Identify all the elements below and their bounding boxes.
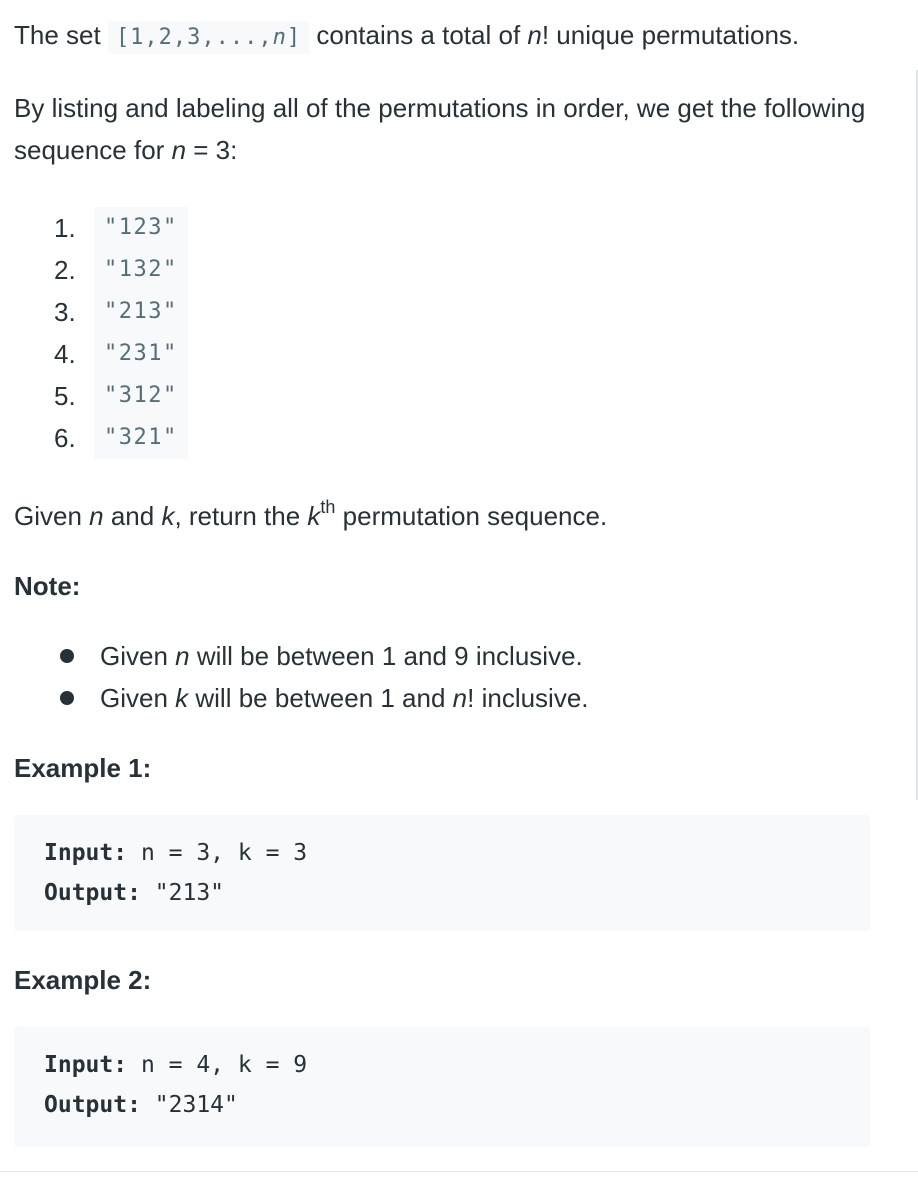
permutation-code: "213" — [94, 291, 188, 333]
given-var-n: n — [89, 501, 104, 531]
note-text-b: will be between 1 and 9 inclusive. — [189, 641, 583, 671]
given-text-3: , return the — [174, 501, 308, 531]
list-number: 3. — [54, 296, 76, 327]
example-1-code — [14, 815, 870, 931]
permutation-code: "312" — [94, 375, 188, 417]
permutation-code: "132" — [94, 249, 188, 291]
input-label: Input: — [44, 1052, 128, 1078]
output-value: "2314" — [140, 1092, 238, 1118]
list-item — [54, 417, 884, 459]
intro-paragraph — [14, 14, 884, 59]
list-number: 1. — [54, 212, 76, 243]
note-text-b: will be between 1 and — [188, 683, 453, 713]
given-text-1: Given — [14, 501, 90, 531]
list-number: 6. — [54, 422, 76, 453]
input-value: n = 4, k = 9 — [127, 1052, 308, 1078]
list-item — [54, 635, 884, 677]
input-label: Input: — [44, 840, 128, 866]
input-value: n = 3, k = 3 — [127, 840, 308, 866]
list-item — [54, 207, 884, 249]
example-1-heading: Example 1: — [14, 753, 152, 783]
listing-text: By listing and labeling all of the permutations in order, we get the following sequence for — [14, 93, 866, 165]
bullet-icon — [60, 691, 74, 705]
intro-prefix: The set — [14, 20, 108, 50]
output-label: Output: — [44, 1092, 141, 1118]
list-item — [54, 291, 884, 333]
bottom-divider — [0, 1171, 918, 1172]
permutation-code: "231" — [94, 333, 188, 375]
intro-middle: contains a total of — [309, 20, 528, 50]
permutation-code: "321" — [94, 417, 188, 459]
note-text-a: Given — [100, 683, 176, 713]
note-var-2: n — [452, 683, 468, 713]
set-code-suffix: ] — [286, 25, 302, 50]
listing-var-n: n — [171, 135, 187, 165]
given-paragraph — [14, 495, 884, 537]
listing-paragraph — [14, 87, 884, 171]
given-var-k: k — [161, 501, 175, 531]
note-var: k — [175, 683, 189, 713]
set-code — [108, 21, 309, 54]
note-var: n — [175, 641, 190, 671]
list-number: 2. — [54, 254, 76, 285]
problem-description — [14, 14, 884, 1175]
given-text-4: permutation sequence. — [335, 501, 608, 531]
given-text-2: and — [103, 501, 162, 531]
intro-suffix: ! unique permutations. — [541, 20, 800, 50]
list-item — [54, 375, 884, 417]
note-text — [100, 677, 589, 719]
output-value: "213" — [140, 880, 225, 906]
output-label: Output: — [44, 880, 141, 906]
note-text — [100, 635, 583, 677]
permutation-list — [14, 207, 884, 459]
intro-var-n: n — [527, 20, 542, 50]
note-list — [14, 635, 884, 719]
list-item — [54, 333, 884, 375]
given-superscript: th — [320, 497, 336, 518]
set-code-prefix: [1,2,3,..., — [115, 25, 273, 50]
example-2-heading: Example 2: — [14, 965, 152, 995]
note-text-a: Given — [100, 641, 176, 671]
list-number: 5. — [54, 380, 76, 411]
note-heading: Note: — [14, 571, 81, 601]
bullet-icon — [60, 649, 74, 663]
given-var-k2: k — [307, 501, 321, 531]
permutation-code: "123" — [94, 207, 188, 249]
listing-suffix: = 3: — [186, 135, 238, 165]
list-item — [54, 677, 884, 719]
list-number: 4. — [54, 338, 76, 369]
example-2-code — [14, 1027, 870, 1147]
set-code-var: n — [272, 25, 287, 50]
list-item — [54, 249, 884, 291]
note-text-c: ! inclusive. — [467, 683, 589, 713]
